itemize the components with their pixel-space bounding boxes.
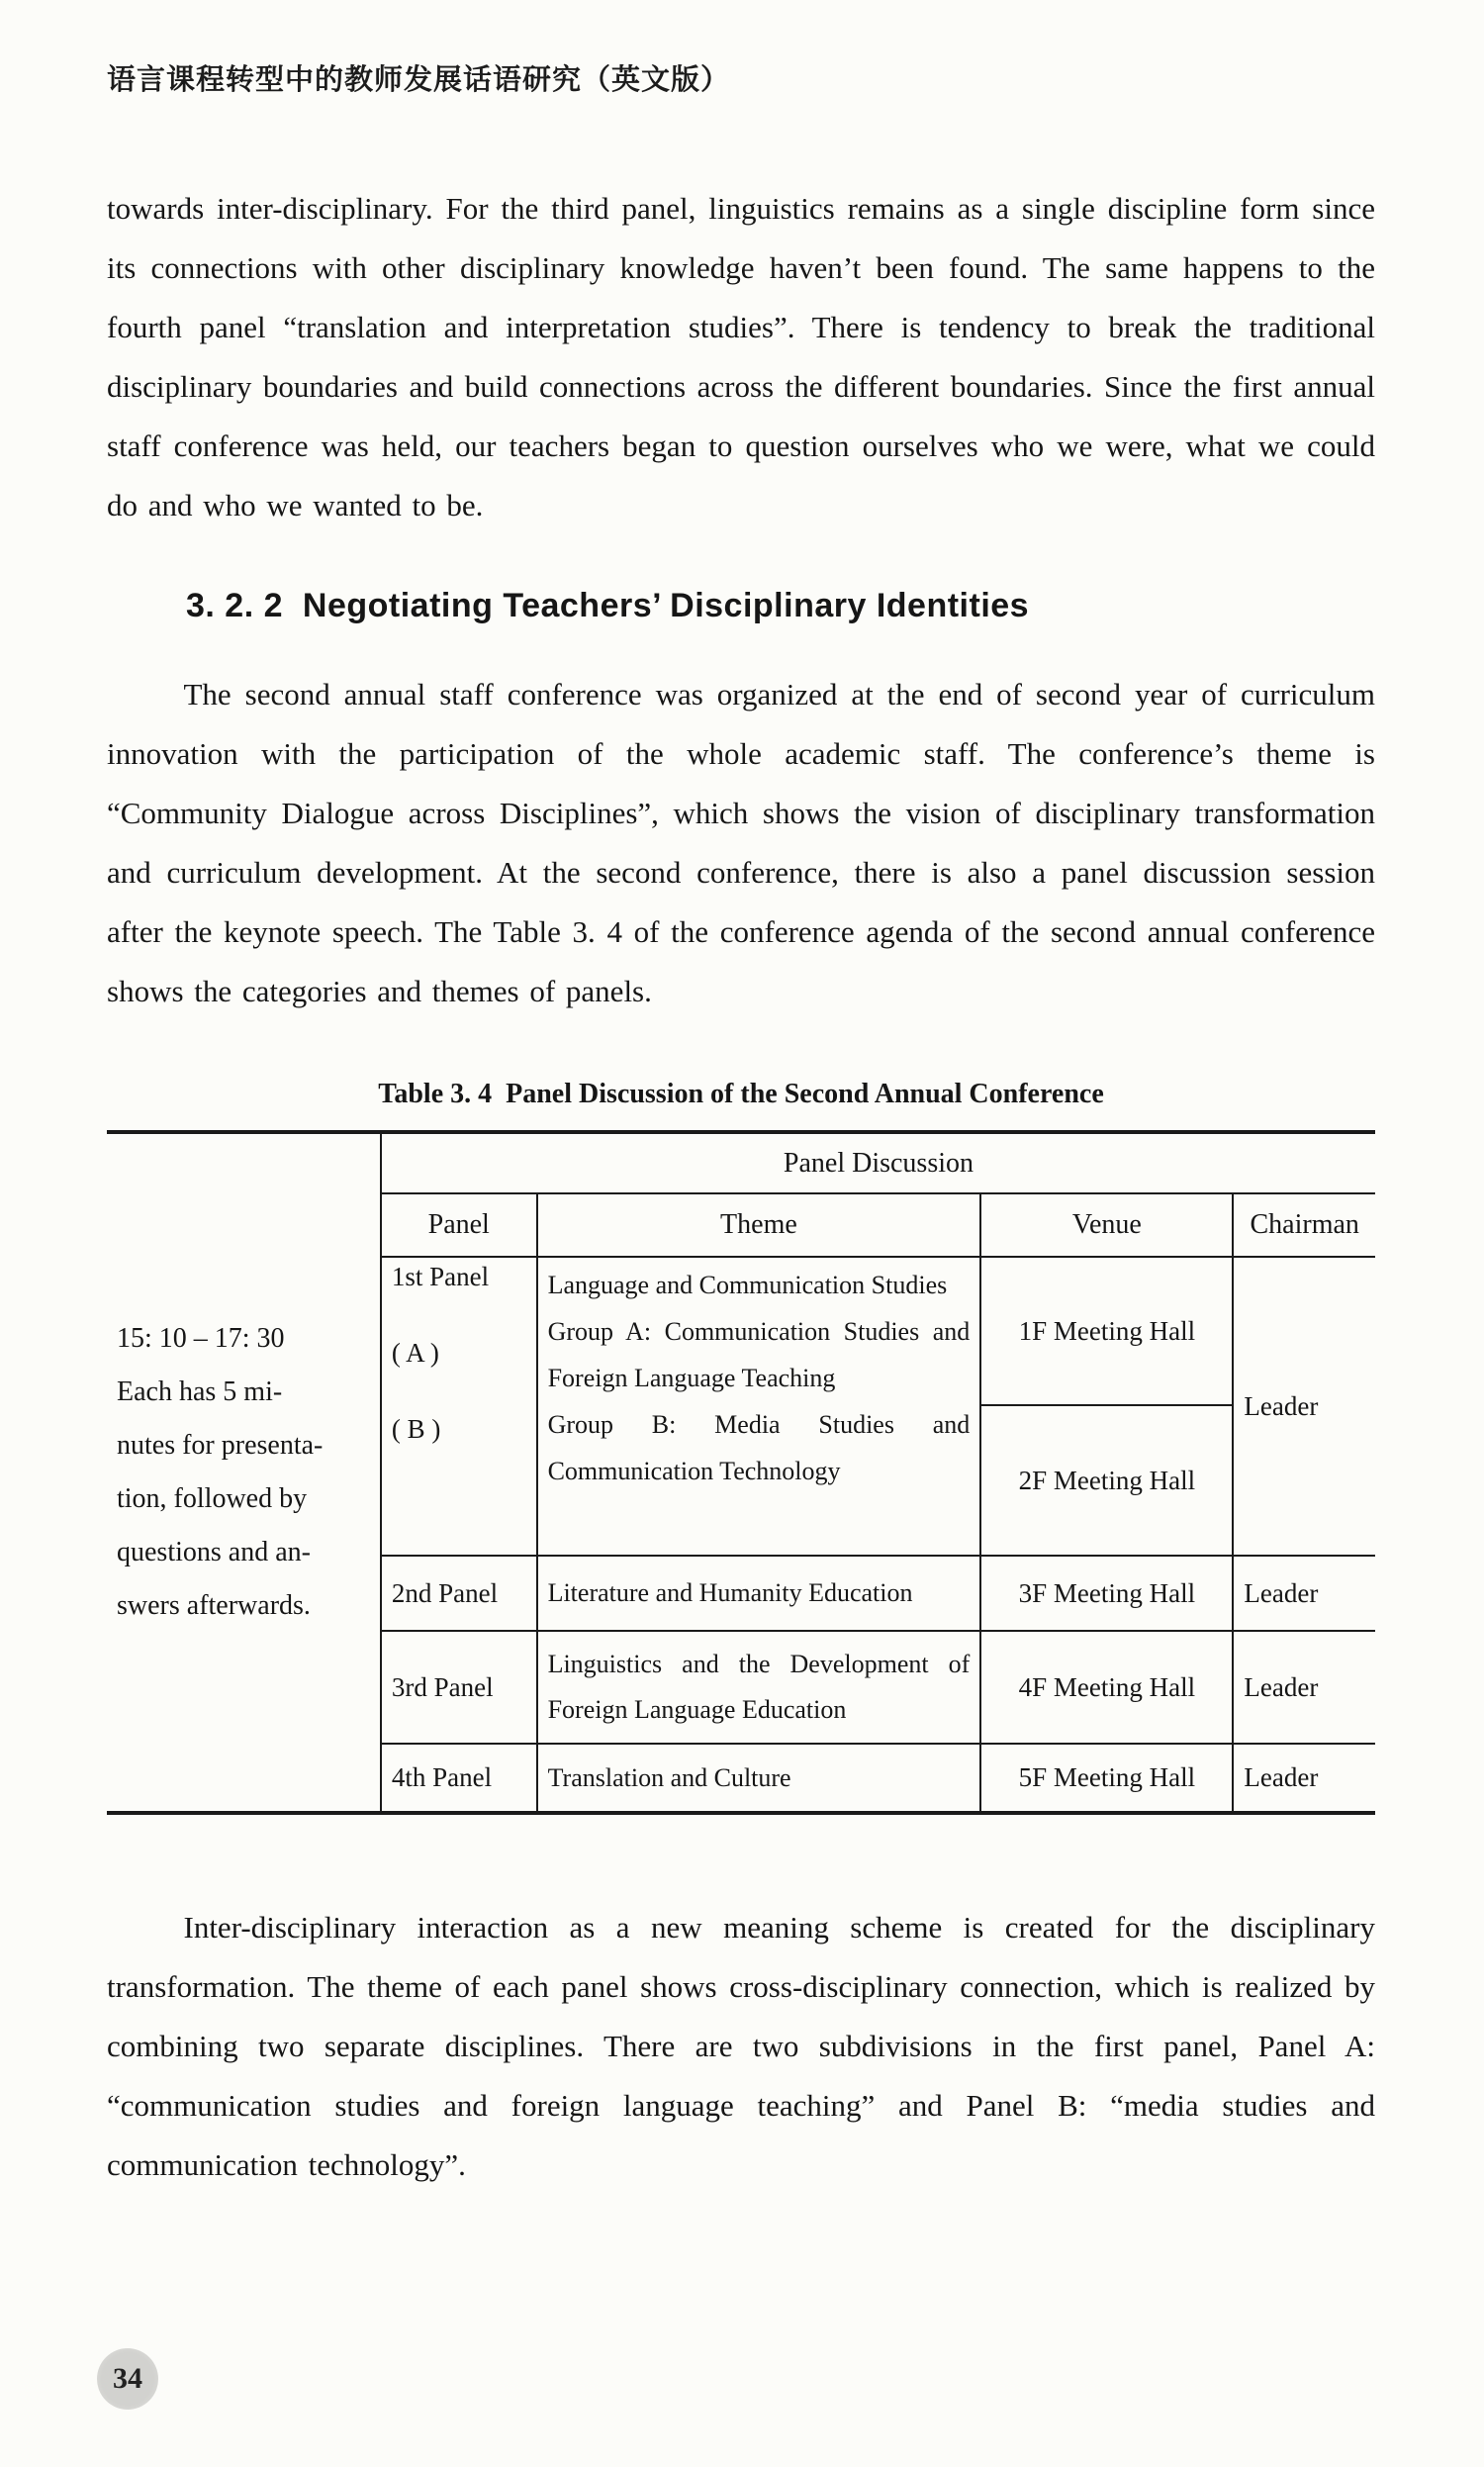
paragraph-3: Inter-disciplinary interaction as a new meaning scheme is created for the disciplinary transformation. The theme of each panel shows cross-disciplinary connection, which is realized by combining two separate disciplines. There are two subdivisions in the first panel, Panel A: “communication studies and foreign language teaching” and Panel B: “media studies and communication technology”. (107, 1910, 1375, 2182)
time-note-line: 15: 10 – 17: 30 (117, 1323, 285, 1354)
theme-cell-row3: Linguistics and the Development of Foreign Language Education (537, 1631, 981, 1744)
time-note-line: swers afterwards. (117, 1590, 311, 1621)
venue-cell-2f: 2F Meeting Hall (980, 1405, 1233, 1556)
panel-cell-row2: 2nd Panel (381, 1556, 537, 1631)
venue-cell-3f: 3F Meeting Hall (980, 1556, 1233, 1631)
time-note-line: questions and an- (117, 1537, 311, 1567)
time-note-line: Each has 5 mi- (117, 1376, 283, 1407)
table-caption: Table 3. 4 Panel Discussion of the Second Annual Conference (378, 1079, 1104, 1109)
panel-sub-b: ( B ) (391, 1414, 441, 1444)
theme-cell-row4: Translation and Culture (537, 1744, 981, 1813)
chairman-cell-row2: Leader (1233, 1556, 1375, 1631)
time-note-line: tion, followed by (117, 1483, 308, 1514)
column-header-panel: Panel (381, 1193, 537, 1257)
panel-cell-row4: 4th Panel (381, 1744, 537, 1813)
chairman-cell-row3: Leader (1233, 1631, 1375, 1744)
table-group-header: Panel Discussion (381, 1132, 1375, 1193)
running-header: 语言课程转型中的教师发展话语研究（英文版） (107, 62, 731, 96)
page-number: 34 (113, 2362, 142, 2395)
section-heading: 3. 2. 2 Negotiating Teachers’ Disciplinary Identities (186, 587, 1030, 624)
theme-title: Language and Communication Studies (547, 1271, 948, 1299)
paragraph-1: towards inter-disciplinary. For the third panel, linguistics remains as a single discipline form since its connections with other disciplinary knowledge haven’t been found. The same happens to the fourth panel “translation and interpretation studies”. There is tendency to break the traditional disciplinary boundaries and build connections across the different boundaries. Since the first annual staff conference was held, our teachers began to question ourselves who we were, what we could do and who we wanted to be. (107, 191, 1375, 522)
panel-sub-a: ( A ) (391, 1338, 439, 1368)
column-header-chairman: Chairman (1233, 1193, 1375, 1257)
time-note-cell (107, 1132, 381, 1813)
theme-cell-row2: Literature and Humanity Education (537, 1556, 981, 1631)
chairman-cell-row1: Leader (1233, 1257, 1375, 1556)
time-note-line: nutes for presenta- (117, 1430, 324, 1461)
column-header-venue: Venue (980, 1193, 1233, 1257)
chairman-cell-row4: Leader (1233, 1744, 1375, 1813)
paragraph-2: The second annual staff conference was organized at the end of second year of curriculum innovation with the participation of the whole academic staff. The conference’s theme is “Community Dialogue across Disciplines”, which shows the vision of disciplinary transformation and curriculum development. At the second conference, there is also a panel discussion session after the keynote speech. The Table 3. 4 of the conference agenda of the second annual conference shows the categories and themes of panels. (107, 677, 1375, 1008)
venue-cell-5f: 5F Meeting Hall (980, 1744, 1233, 1813)
theme-cell-row1 (537, 1257, 981, 1556)
page-number-badge (97, 2348, 158, 2410)
panel-name: 1st Panel (391, 1262, 490, 1291)
venue-cell-4f: 4F Meeting Hall (980, 1631, 1233, 1744)
panel-cell-row1 (381, 1257, 537, 1556)
panel-cell-row3: 3rd Panel (381, 1631, 537, 1744)
column-header-theme: Theme (537, 1193, 981, 1257)
conference-agenda-table (107, 1130, 1375, 1815)
theme-group-a: Group A: Communication Studies and Foreign Language Teaching (547, 1317, 971, 1392)
theme-group-b: Group B: Media Studies and Communication Technology (547, 1410, 971, 1485)
venue-cell-1f: 1F Meeting Hall (980, 1257, 1233, 1405)
